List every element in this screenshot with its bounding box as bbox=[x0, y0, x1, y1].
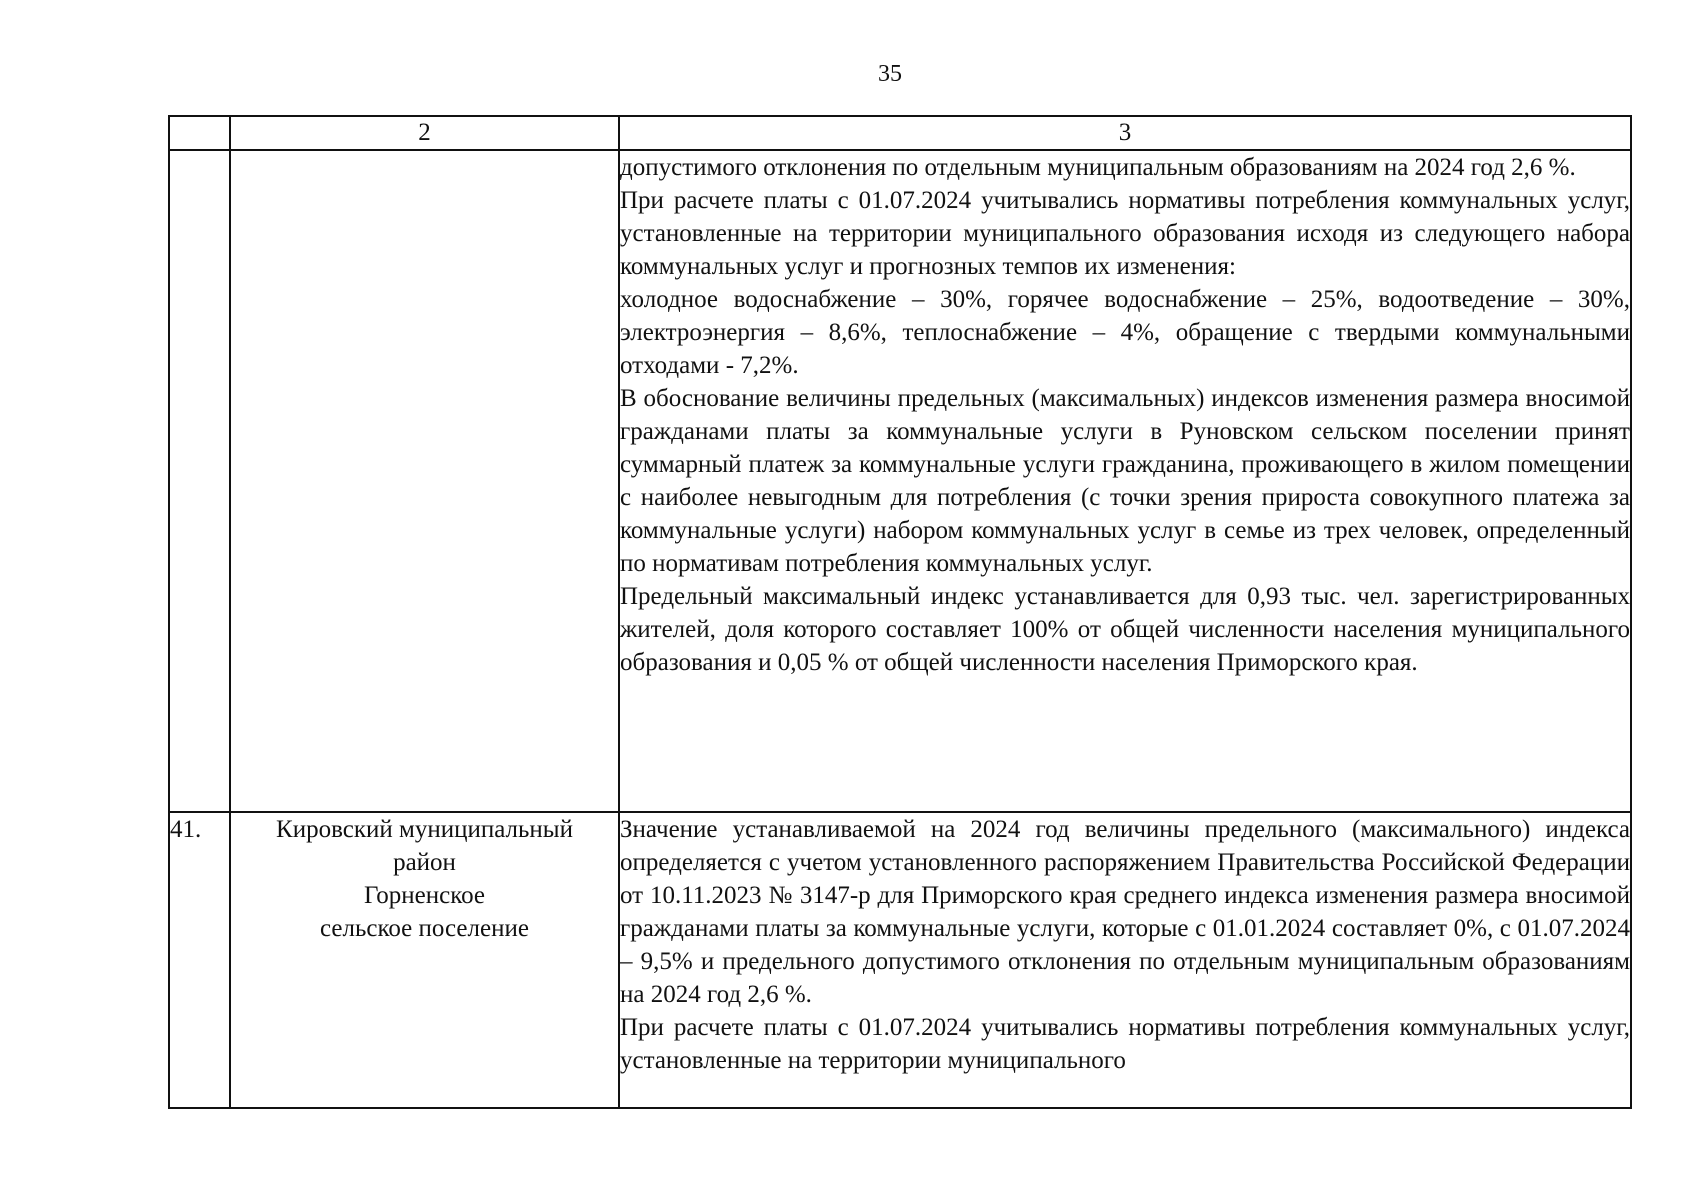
description-paragraph: холодное водоснабжение – 30%, горячее водоснабжение – 25%, водоотведение – 30%, электроэнергия – 8,6%, теплоснабжение – 4%, обращение с твердыми коммунальными отходами - 7,2%. bbox=[620, 286, 1630, 379]
municipality-name-line: район bbox=[393, 849, 456, 876]
header-col3: 3 bbox=[619, 116, 1631, 150]
municipality-name-line: Кировский муниципальный bbox=[276, 816, 573, 843]
row-number bbox=[169, 150, 230, 812]
description-paragraph: допустимого отклонения по отдельным муниципальным образованиям на 2024 год 2,6 %. bbox=[620, 154, 1576, 181]
description-paragraph: При расчете платы с 01.07.2024 учитывались нормативы потребления коммунальных услуг, установленные на территории муниципального bbox=[620, 1014, 1630, 1074]
header-col1 bbox=[169, 116, 230, 150]
description-paragraph: Значение устанавливаемой на 2024 год величины предельного (максимального) индекса определяется с учетом установленного распоряжением Правительства Российской Федерации от 10.11.2023 № 3147-р для Приморского края среднего индекса изменения размера вносимой гражданами платы за коммунальные услуги, которые с 01.01.2024 составляет 0%, с 01.07.2024 – 9,5% и предельного допустимого отклонения по отдельным муниципальным образованиям на 2024 год 2,6 %. bbox=[620, 816, 1630, 1008]
description-cell bbox=[619, 812, 1631, 1108]
description-cell bbox=[619, 150, 1631, 812]
municipality-name-line: Горненское bbox=[364, 882, 485, 909]
description-paragraph: В обоснование величины предельных (максимальных) индексов изменения размера вносимой гражданами платы за коммунальные услуги в Руновском сельском поселении принят суммарный платеж за коммунальные услуги гражданина, проживающего в жилом помещении с наиболее невыгодным для потребления (с точки зрения прироста совокупного платежа за коммунальные услуги) набором коммунальных услуг в семье из трех человек, определенный по нормативам потребления коммунальных услуг. bbox=[620, 385, 1630, 577]
municipality-name bbox=[230, 812, 619, 1108]
table-row bbox=[169, 812, 1631, 1108]
municipality-name-line: сельское поселение bbox=[320, 915, 529, 942]
description-paragraph: Предельный максимальный индекс устанавливается для 0,93 тыс. чел. зарегистрированных жителей, доля которого составляет 100% от общей численности населения муниципального образования и 0,05 % от общей численности населения Приморского края. bbox=[620, 583, 1630, 676]
document-table bbox=[168, 115, 1632, 1109]
table-header-row bbox=[169, 116, 1631, 150]
row-number: 41. bbox=[169, 812, 230, 1108]
table-row bbox=[169, 150, 1631, 812]
page-number: 35 bbox=[878, 61, 902, 87]
header-col2: 2 bbox=[230, 116, 619, 150]
municipality-name bbox=[230, 150, 619, 812]
description-paragraph: При расчете платы с 01.07.2024 учитывались нормативы потребления коммунальных услуг, установленные на территории муниципального образования исходя из следующего набора коммунальных услуг и прогнозных темпов их изменения: bbox=[620, 187, 1630, 280]
